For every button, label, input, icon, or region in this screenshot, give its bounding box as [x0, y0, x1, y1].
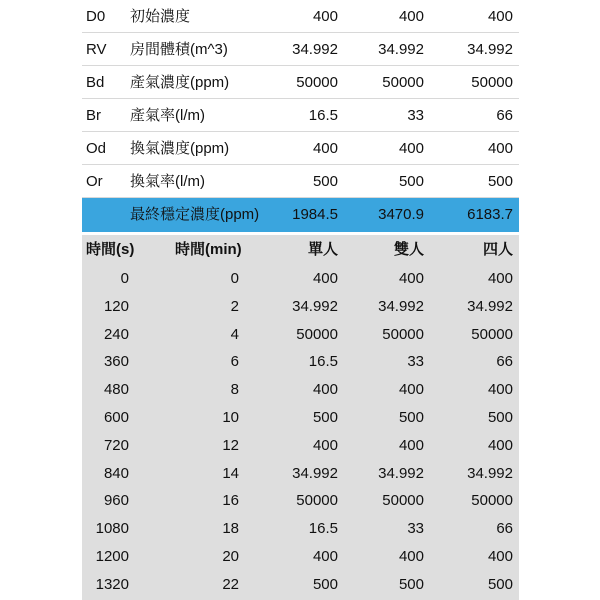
cell-minutes: 14 — [222, 464, 239, 482]
cell-seconds: 480 — [103, 381, 129, 399]
param-name: 產氣率(l/m) — [130, 107, 205, 124]
cell-quad: 50000 — [471, 492, 513, 510]
cell-single: 34.992 — [292, 464, 338, 482]
cell-single: 400 — [312, 547, 338, 565]
param-name: 產氣濃度(ppm) — [130, 74, 230, 91]
cell-quad: 50000 — [471, 325, 513, 343]
cell-quad: 34.992 — [467, 464, 513, 482]
param-name: 房間體積(m^3) — [130, 41, 228, 58]
table-row[interactable] — [82, 321, 519, 349]
param-code: RV — [86, 41, 107, 58]
param-code: Or — [86, 173, 103, 190]
result-value-quad: 6183.7 — [467, 206, 513, 223]
table-row[interactable] — [82, 487, 519, 515]
param-value-quad: 66 — [496, 107, 513, 124]
table-row[interactable] — [82, 571, 519, 599]
table-row[interactable] — [82, 265, 519, 293]
cell-double: 50000 — [382, 325, 424, 343]
param-code: Bd — [86, 74, 105, 91]
cell-quad: 34.992 — [467, 297, 513, 315]
header-quad: 四人 — [482, 241, 513, 258]
header-single: 單人 — [307, 241, 338, 258]
cell-seconds: 840 — [103, 464, 129, 482]
cell-seconds: 1080 — [95, 520, 129, 538]
cell-seconds: 600 — [103, 408, 129, 426]
table-row[interactable] — [82, 404, 519, 432]
result-value-double: 3470.9 — [378, 206, 424, 223]
cell-double: 34.992 — [378, 297, 424, 315]
param-name: 換氣率(l/m) — [130, 173, 205, 190]
param-value-double: 34.992 — [378, 41, 424, 58]
cell-single: 34.992 — [292, 297, 338, 315]
param-value-quad: 400 — [487, 140, 513, 157]
cell-minutes: 18 — [222, 520, 239, 538]
result-row-final-concentration[interactable] — [82, 198, 519, 232]
cell-quad: 500 — [487, 408, 513, 426]
param-value-single: 50000 — [296, 74, 338, 91]
time-table-body — [82, 265, 519, 599]
cell-minutes: 8 — [230, 381, 239, 399]
time-series-table — [82, 235, 519, 600]
param-row-or[interactable] — [82, 165, 519, 198]
cell-single: 400 — [312, 381, 338, 399]
cell-minutes: 10 — [222, 408, 239, 426]
table-row[interactable] — [82, 348, 519, 376]
param-value-single: 500 — [312, 173, 338, 190]
cell-double: 34.992 — [378, 464, 424, 482]
param-name: 換氣濃度(ppm) — [130, 140, 230, 157]
table-row[interactable] — [82, 376, 519, 404]
table-row[interactable] — [82, 460, 519, 488]
param-value-quad: 400 — [487, 8, 513, 25]
cell-single: 400 — [312, 270, 338, 287]
cell-double: 400 — [398, 547, 424, 565]
table-row[interactable] — [82, 515, 519, 543]
cell-double: 400 — [398, 436, 424, 454]
cell-single: 400 — [312, 436, 338, 454]
param-row-br[interactable] — [82, 99, 519, 132]
cell-seconds: 360 — [103, 353, 129, 371]
table-row[interactable] — [82, 293, 519, 321]
param-code: D0 — [86, 8, 106, 25]
cell-minutes: 2 — [230, 297, 239, 315]
result-label: 最終穩定濃度(ppm) — [130, 206, 260, 223]
table-row[interactable] — [82, 543, 519, 571]
cell-minutes: 12 — [222, 436, 239, 454]
cell-quad: 400 — [487, 270, 513, 287]
param-row-d0[interactable] — [82, 0, 519, 33]
cell-single: 16.5 — [308, 520, 338, 538]
param-row-rv[interactable] — [82, 33, 519, 66]
cell-single: 50000 — [296, 325, 338, 343]
param-value-single: 34.992 — [292, 41, 338, 58]
cell-quad: 400 — [487, 436, 513, 454]
param-name: 初始濃度 — [130, 8, 191, 25]
result-value-single: 1984.5 — [292, 206, 338, 223]
cell-double: 33 — [407, 353, 424, 371]
param-value-double: 400 — [398, 8, 424, 25]
header-double: 雙人 — [393, 241, 424, 258]
cell-double: 400 — [398, 270, 424, 287]
param-code: Br — [86, 107, 101, 124]
param-value-double: 400 — [398, 140, 424, 157]
cell-minutes: 0 — [230, 270, 239, 287]
param-code: Od — [86, 140, 107, 157]
param-value-double: 500 — [398, 173, 424, 190]
cell-single: 500 — [312, 408, 338, 426]
cell-single: 16.5 — [308, 353, 338, 371]
time-table-header — [82, 235, 519, 265]
param-value-quad: 500 — [487, 173, 513, 190]
parameter-table — [82, 0, 519, 232]
cell-quad: 66 — [496, 353, 513, 371]
cell-single: 500 — [312, 575, 338, 593]
cell-minutes: 22 — [222, 575, 239, 593]
param-value-double: 33 — [407, 107, 424, 124]
cell-quad: 500 — [487, 575, 513, 593]
cell-quad: 400 — [487, 381, 513, 399]
cell-seconds: 120 — [103, 297, 129, 315]
cell-quad: 400 — [487, 547, 513, 565]
param-row-bd[interactable] — [82, 66, 519, 99]
param-row-od[interactable] — [82, 132, 519, 165]
param-value-single: 16.5 — [308, 107, 338, 124]
cell-minutes: 4 — [230, 325, 239, 343]
param-value-single: 400 — [312, 8, 338, 25]
cell-seconds: 960 — [103, 492, 129, 510]
cell-minutes: 16 — [222, 492, 239, 510]
cell-seconds: 1320 — [95, 575, 129, 593]
cell-minutes: 20 — [222, 547, 239, 565]
cell-quad: 66 — [496, 520, 513, 538]
cell-single: 50000 — [296, 492, 338, 510]
cell-double: 33 — [407, 520, 424, 538]
cell-double: 400 — [398, 381, 424, 399]
cell-double: 500 — [398, 575, 424, 593]
param-value-quad: 50000 — [471, 74, 513, 91]
cell-double: 500 — [398, 408, 424, 426]
spreadsheet-view — [82, 0, 519, 600]
header-minutes: 時間(min) — [175, 241, 242, 258]
cell-seconds: 720 — [103, 436, 129, 454]
cell-minutes: 6 — [230, 353, 239, 371]
table-row[interactable] — [82, 432, 519, 460]
cell-seconds: 240 — [103, 325, 129, 343]
header-seconds: 時間(s) — [86, 241, 135, 258]
cell-seconds: 1200 — [95, 547, 129, 565]
cell-seconds: 0 — [120, 270, 129, 287]
param-value-quad: 34.992 — [467, 41, 513, 58]
param-value-double: 50000 — [382, 74, 424, 91]
param-value-single: 400 — [312, 140, 338, 157]
cell-double: 50000 — [382, 492, 424, 510]
